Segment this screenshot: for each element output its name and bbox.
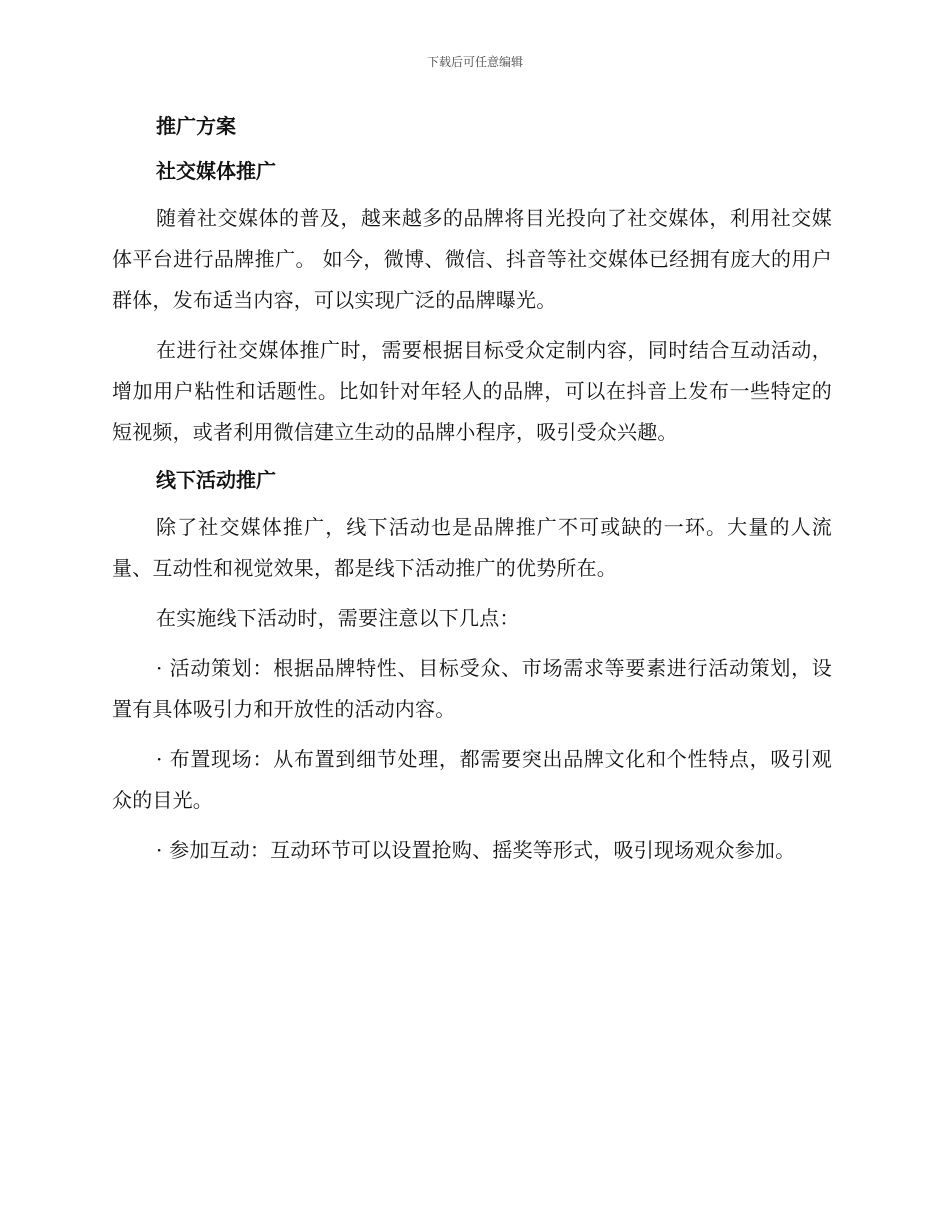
section-heading-social-media: 社交媒体推广 xyxy=(156,159,276,183)
bullet-item: · 参加互动：互动环节可以设置抢购、摇奖等形式，吸引现场观众参加。 xyxy=(156,838,796,862)
document-title: 推广方案 xyxy=(156,114,236,138)
paragraph: 在进行社交媒体推广时，需要根据目标受众定制内容，同时结合互动活动，增加用户粘性和话题性。比如针对年轻人的品牌，可以在抖音上发布一些特定的短视频，或者利用微信建立生动的品牌小程序，吸引受众兴趣。 xyxy=(112,338,832,444)
document-body xyxy=(112,108,832,880)
bullet-item: · 布置现场：从布置到细节处理，都需要突出品牌文化和个性特点，吸引观众的目光。 xyxy=(112,747,832,812)
paragraph: 在实施线下活动时，需要注意以下几点： xyxy=(156,606,520,630)
section-heading-offline-events: 线下活动推广 xyxy=(156,468,276,492)
page-header: 下载后可任意编辑 xyxy=(426,55,523,69)
paragraph: 除了社交媒体推广，线下活动也是品牌推广不可或缺的一环。大量的人流量、互动性和视觉效果，都是线下活动推广的优势所在。 xyxy=(112,515,832,580)
paragraph: 随着社交媒体的普及，越来越多的品牌将目光投向了社交媒体，利用社交媒体平台进行品牌推广。 如今，微博、微信、抖音等社交媒体已经拥有庞大的用户群体，发布适当内容，可以实现广泛的品牌曝光。 xyxy=(112,206,832,312)
bullet-item: · 活动策划：根据品牌特性、目标受众、市场需求等要素进行活动策划，设置有具体吸引力和开放性的活动内容。 xyxy=(112,656,832,721)
